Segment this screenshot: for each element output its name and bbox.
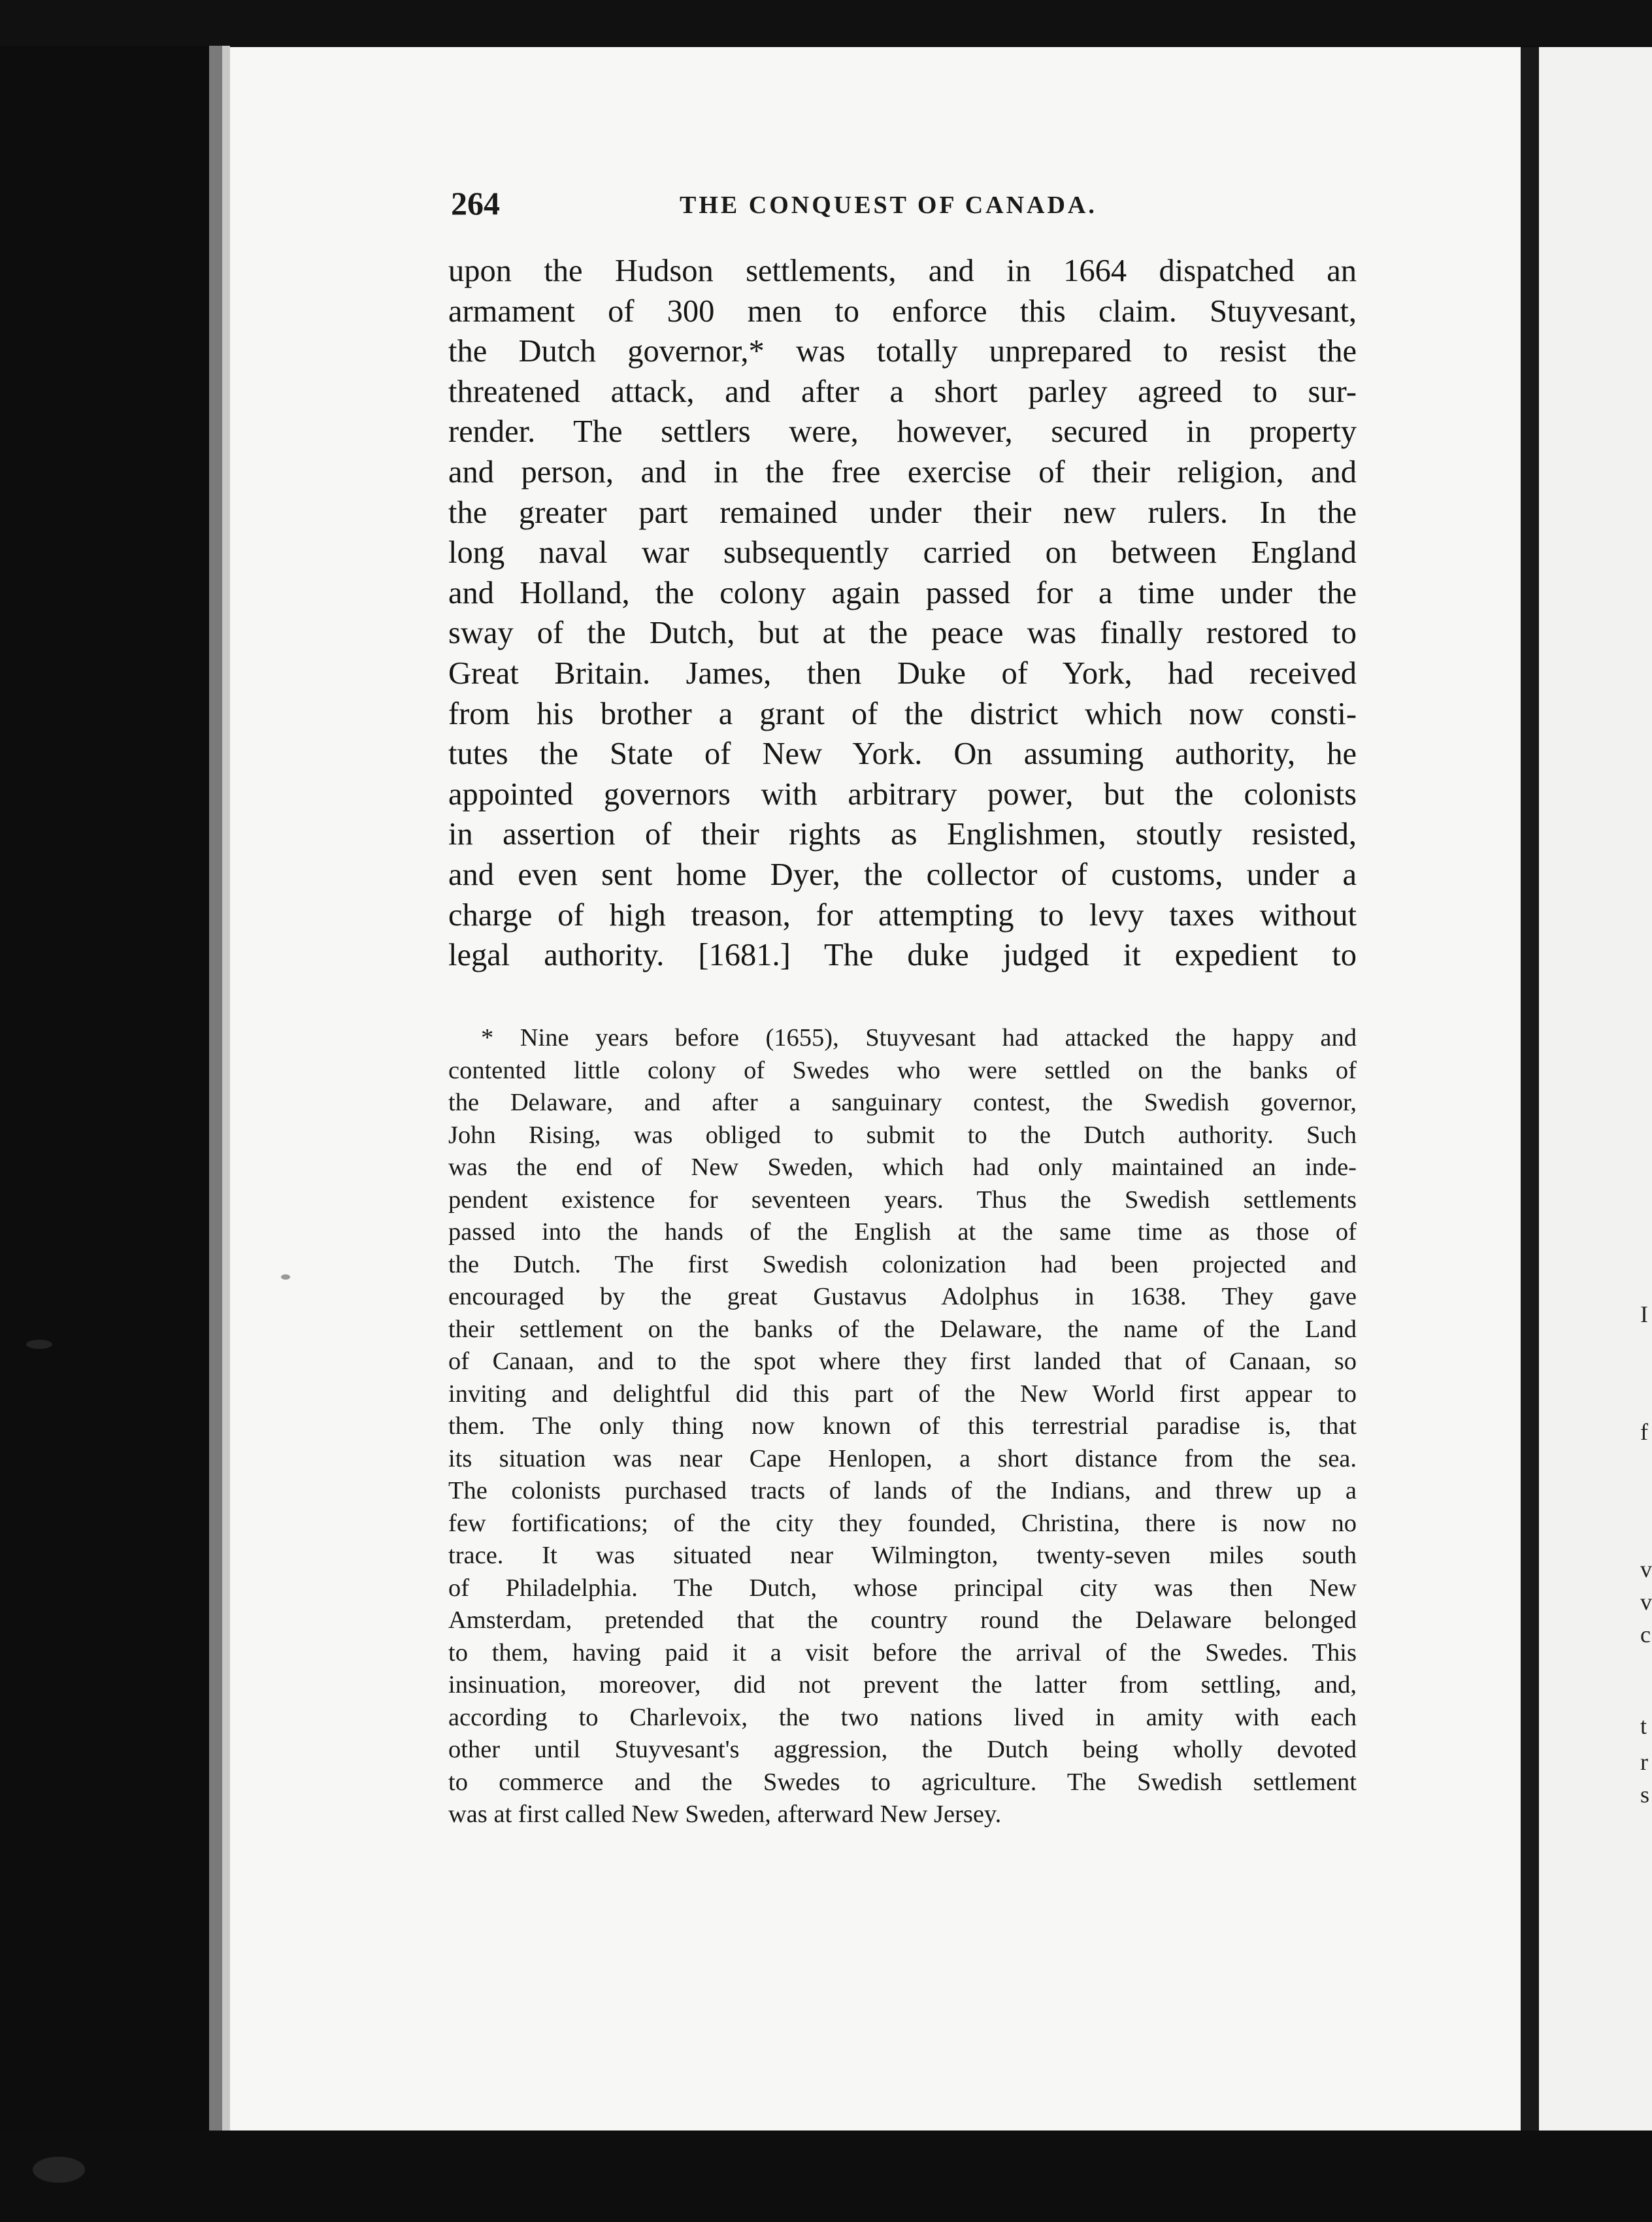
text-line: in assertion of their rights as Englishmen, stoutly resisted, xyxy=(448,817,1357,852)
footnote-line: to commerce and the Swedes to agriculture. The Swedish settlement xyxy=(448,1768,1357,1796)
footnote-line: The colonists purchased tracts of lands of the Indians, and threw up a xyxy=(448,1477,1357,1504)
footnote-line: according to Charlevoix, the two nations lived in amity with each xyxy=(448,1703,1357,1731)
footnote-line: insinuation, moreover, did not prevent the latter from settling, and, xyxy=(448,1671,1357,1699)
text-line: armament of 300 men to enforce this claim. Stuyvesant, xyxy=(448,293,1357,329)
running-title: THE CONQUEST OF CANADA. xyxy=(680,191,1097,219)
scan-speck xyxy=(281,1274,290,1280)
text-line: the Dutch governor,* was totally unprepared to resist the xyxy=(448,334,1357,369)
text-line: threatened attack, and after a short parley agreed to sur- xyxy=(448,374,1357,409)
scan-speck xyxy=(26,1340,52,1349)
footnote-line: their settlement on the banks of the Delaware, the name of the Land xyxy=(448,1315,1357,1343)
footnote-line: contented little colony of Swedes who were settled on the banks of xyxy=(448,1056,1357,1084)
page-number: 264 xyxy=(451,185,500,222)
adjacent-page-letter: c xyxy=(1640,1621,1651,1648)
footnote-line: other until Stuyvesant's aggression, the Dutch being wholly devoted xyxy=(448,1736,1357,1763)
footnote-line: of Philadelphia. The Dutch, whose principal city was then New xyxy=(448,1574,1357,1602)
adjacent-page-edge xyxy=(1539,47,1652,2131)
footnote-line: inviting and delightful did this part of the New World first appear to xyxy=(448,1380,1357,1408)
footnote-line: the Delaware, and after a sanguinary contest, the Swedish governor, xyxy=(448,1089,1357,1116)
text-line: and person, and in the free exercise of their religion, and xyxy=(448,454,1357,489)
footnote-line: of Canaan, and to the spot where they first landed that of Canaan, so xyxy=(448,1348,1357,1375)
scan-binding-edge-inner xyxy=(222,46,230,2131)
text-line: upon the Hudson settlements, and in 1664 dispatched an xyxy=(448,254,1357,288)
footnote-line: trace. It was situated near Wilmington, twenty-seven miles south xyxy=(448,1542,1357,1569)
text-line: from his brother a grant of the district which now consti- xyxy=(448,696,1357,731)
footnote-line: to them, having paid it a visit before the arrival of the Swedes. This xyxy=(448,1638,1357,1666)
text-line: long naval war subsequently carried on between England xyxy=(448,535,1357,571)
footnote-line: encouraged by the great Gustavus Adolphus in 1638. They gave xyxy=(448,1283,1357,1310)
adjacent-page-letter: v xyxy=(1640,1556,1652,1582)
page-gutter xyxy=(1521,47,1539,2131)
adjacent-page-letter: r xyxy=(1640,1749,1648,1775)
footnote-line: was at first called New Sweden, afterward New Jersey. xyxy=(448,1800,1002,1828)
text-line: charge of high treason, for attempting to levy taxes without xyxy=(448,897,1357,933)
text-line: tutes the State of New York. On assuming authority, he xyxy=(448,737,1357,772)
adjacent-page-letter: s xyxy=(1640,1782,1650,1808)
text-line: the greater part remained under their new rulers. In the xyxy=(448,495,1357,530)
text-line: appointed governors with arbitrary power, but the colonists xyxy=(448,776,1357,812)
scan-frame-top xyxy=(0,0,1652,46)
footnote-line: passed into the hands of the English at the same time as those of xyxy=(448,1218,1357,1246)
scan-speck xyxy=(33,2157,85,2183)
footnote-line: Amsterdam, pretended that the country round the Delaware belonged xyxy=(448,1606,1357,1634)
text-line: Great Britain. James, then Duke of York, had received xyxy=(448,655,1357,691)
text-line: sway of the Dutch, but at the peace was finally restored to xyxy=(448,616,1357,651)
scan-binding-edge xyxy=(209,46,222,2131)
footnote xyxy=(448,1022,1357,1831)
running-head xyxy=(451,184,1359,230)
footnote-line: few fortifications; of the city they founded, Christina, there is now no xyxy=(448,1509,1357,1537)
body-text xyxy=(448,251,1357,976)
footnote-line: was the end of New Sweden, which had only maintained an inde- xyxy=(448,1153,1357,1181)
footnote-line: pendent existence for seventeen years. Thus the Swedish settlements xyxy=(448,1186,1357,1214)
text-line: render. The settlers were, however, secured in property xyxy=(448,414,1357,450)
adjacent-page-letter: t xyxy=(1640,1713,1647,1739)
footnote-line: John Rising, was obliged to submit to the Dutch authority. Such xyxy=(448,1121,1357,1149)
adjacent-page-letter: v xyxy=(1640,1589,1652,1615)
footnote-line: the Dutch. The first Swedish colonization had been projected and xyxy=(448,1250,1357,1278)
adjacent-page-letter: I xyxy=(1640,1301,1648,1327)
footnote-line: them. The only thing now known of this terrestrial paradise is, that xyxy=(448,1412,1357,1440)
text-line: and Holland, the colony again passed for a time under the xyxy=(448,575,1357,610)
adjacent-page-letter: f xyxy=(1640,1419,1648,1445)
footnote-line: its situation was near Cape Henlopen, a short distance from the sea. xyxy=(448,1444,1357,1472)
scan-frame-bottom xyxy=(0,2131,1652,2222)
text-line: legal authority. [1681.] The duke judged it expedient to xyxy=(448,938,1357,973)
text-line: and even sent home Dyer, the collector of customs, under a xyxy=(448,857,1357,892)
footnote-line: * Nine years before (1655), Stuyvesant had attacked the happy and xyxy=(481,1024,1357,1052)
